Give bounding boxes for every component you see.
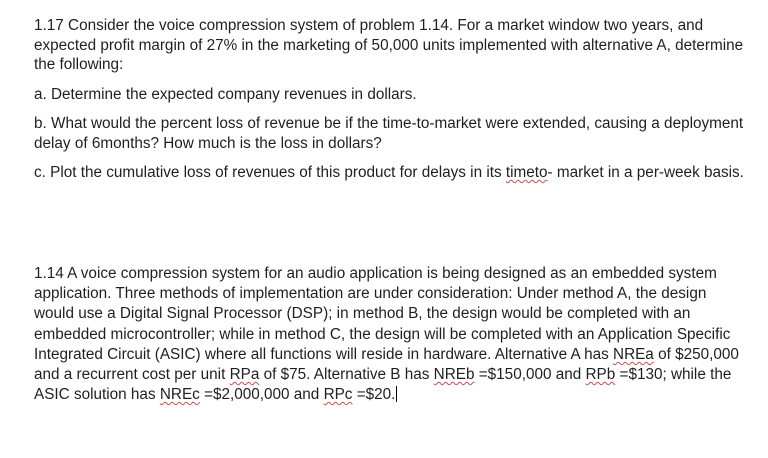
problem-1-17-part-a: a. Determine the expected company revenues in dollars. bbox=[34, 85, 417, 103]
spelling-error-nrea[interactable]: NREa bbox=[613, 345, 654, 363]
p114-text-2: of $250,000 and a recurrent cost per unit bbox=[34, 345, 739, 384]
text-cursor bbox=[396, 386, 397, 402]
problem-1-17-part-b: b. What would the percent loss of revenue be if the time-to-market were extended, causing a deployment delay of 6months? How much is the loss in dollars? bbox=[34, 115, 744, 152]
p114-text-7: =$20. bbox=[352, 386, 396, 404]
p114-text-1: 1.14 A voice compression system for an audio application is being designed as an embedded system application. Three methods of implementation are under consideration: Under method A, the design would use a Digital Signal Processor (DSP); in method B, the design would be completed with an embedded microcontroller; while in method C, the design will be completed with an Application Specific Integrated Circuit (ASIC) where all functions will reside in hardware. Alternative A has bbox=[34, 265, 731, 363]
part-c-text-before: c. Plot the cumulative loss of revenues of this product for delays in its bbox=[34, 164, 506, 181]
problem-1-17-part-c bbox=[34, 163, 744, 183]
spelling-error-rpc[interactable]: RPc bbox=[323, 386, 353, 404]
p114-text-3: of $75. Alternative B has bbox=[259, 366, 434, 384]
problem-1-17-intro: 1.17 Consider the voice compression system of problem 1.14. For a market window two years, and expected profit margin of 27% in the marketing of 50,000 units implemented with alternative A, determine the following: bbox=[34, 17, 744, 73]
spelling-error-rpa[interactable]: RPa bbox=[229, 366, 260, 384]
document-body[interactable] bbox=[34, 16, 744, 183]
spelling-error-rpb[interactable]: RPb bbox=[585, 366, 616, 384]
spelling-error-nreb[interactable]: NREb bbox=[433, 366, 475, 384]
p114-text-5: =$130; while the ASIC solution has bbox=[34, 366, 732, 404]
spelling-error-nrec[interactable]: NREc bbox=[159, 386, 200, 404]
part-c-text-after: - market in a per-week basis. bbox=[547, 164, 744, 181]
problem-1-14-text bbox=[34, 264, 749, 405]
p114-text-4: =$150,000 and bbox=[474, 366, 586, 384]
spelling-error-timeto[interactable]: timeto bbox=[505, 164, 548, 181]
p114-text-6: =$2,000,000 and bbox=[199, 386, 324, 404]
